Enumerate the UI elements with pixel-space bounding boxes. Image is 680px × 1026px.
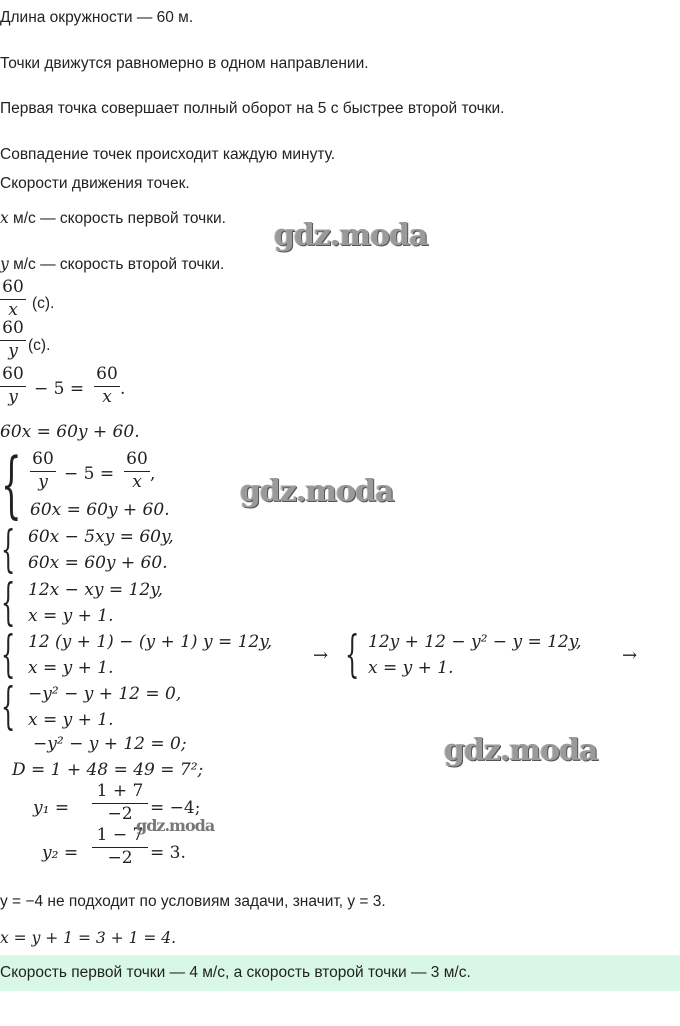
text-line-meeting: Совпадение точек происходит каждую минуту. (0, 146, 336, 163)
discriminant: D = 1 + 48 = 49 = 7²; (12, 760, 204, 780)
fraction-denominator: y (8, 341, 18, 361)
var-x: x (0, 209, 9, 227)
fraction-denominator: y (8, 387, 18, 407)
var-y: y (0, 255, 9, 273)
eq1-period: . (120, 379, 126, 399)
fraction-denominator: x (132, 472, 142, 492)
system5-line1: 12y + 12 − y² − y = 12y, (368, 632, 582, 652)
fraction-denominator: y (38, 472, 48, 492)
fraction-numerator: 60 (96, 364, 118, 384)
arrow-right-icon: → (313, 645, 329, 666)
system6-line1: −y² − y + 12 = 0, (28, 684, 182, 704)
eq1-left-fraction (0, 365, 26, 407)
unit-seconds-2: (с). (28, 337, 51, 354)
watermark-logo: gdz.moda (274, 218, 428, 253)
fraction-numerator: 1 + 7 (96, 781, 144, 801)
system6-line2: x = y + 1. (28, 710, 114, 730)
fraction-numerator: 1 − 7 (96, 825, 144, 845)
system-brace-6: { (1, 677, 16, 735)
text-line-circumference: Длина окружности — 60 м. (0, 9, 194, 26)
fraction-denominator: x (102, 387, 112, 407)
x-speed-label: м/с — скорость первой точки. (8, 210, 226, 227)
eq2: 60x = 60y + 60. (0, 422, 140, 442)
system2-line1: 60x − 5xy = 60y, (28, 527, 174, 547)
root-y1-lhs: y₁ = (33, 798, 70, 818)
system-brace-1: { (1, 442, 22, 526)
fraction-numerator: 60 (2, 277, 24, 297)
system-brace-4: { (1, 625, 16, 683)
system1-comma: , (150, 464, 156, 484)
watermark-logo: gdz.moda (240, 474, 394, 509)
fraction-60-over-y (0, 319, 26, 361)
system4-line2: x = y + 1. (28, 658, 114, 678)
system-brace-5: { (345, 625, 360, 683)
text-line-condition: Первая точка совершает полный оборот на 5 с быстрее второй точки. (0, 100, 505, 117)
system1-line2: 60x = 60y + 60. (30, 500, 170, 520)
system1-right-fraction (124, 450, 150, 492)
system-brace-3: { (1, 573, 16, 631)
system3-line1: 12x − xy = 12y, (28, 580, 163, 600)
system3-line2: x = y + 1. (28, 606, 114, 626)
unit-seconds-1: (с). (32, 295, 55, 312)
system-brace-2: { (1, 520, 16, 578)
text-line-motion: Точки движутся равномерно в одном направлении. (0, 55, 369, 72)
fraction-numerator: 60 (32, 449, 54, 469)
text-line-speeds: Скорости движения точек. (0, 175, 190, 192)
root-y2-rhs: = 3. (150, 843, 186, 863)
root-y2-lhs: y₂ = (42, 843, 79, 863)
system1-left-fraction (30, 450, 56, 492)
root-y1-rhs: = −4; (150, 798, 201, 818)
fraction-denominator: −2 (107, 804, 133, 824)
result-y-line: y = −4 не подходит по условиям задачи, значит, y = 3. (0, 893, 386, 910)
fraction-denominator: x (8, 300, 18, 320)
text-line-x-speed (0, 208, 226, 229)
fraction-denominator: −2 (107, 848, 133, 868)
answer-highlight: Скорость первой точки — 4 м/с, а скорость второй точки — 3 м/с. (0, 955, 680, 991)
quadratic-equation: −y² − y + 12 = 0; (33, 734, 187, 754)
arrow-right-icon: → (622, 645, 638, 666)
system2-line2: 60x = 60y + 60. (28, 553, 168, 573)
system4-line1: 12 (y + 1) − (y + 1) y = 12y, (28, 632, 273, 652)
eq1-middle: − 5 = (34, 379, 85, 399)
eq1-right-fraction (94, 365, 120, 407)
watermark-logo: gdz.moda (444, 733, 598, 768)
fraction-numerator: 60 (2, 364, 24, 384)
system5-line2: x = y + 1. (368, 658, 454, 678)
text-line-y-speed (0, 254, 224, 275)
fraction-60-over-x (0, 278, 26, 320)
y-speed-label: м/с — скорость второй точки. (8, 256, 225, 273)
fraction-numerator: 60 (2, 318, 24, 338)
result-x-line: x = y + 1 = 3 + 1 = 4. (0, 929, 177, 947)
fraction-numerator: 60 (126, 449, 148, 469)
system1-middle: − 5 = (64, 464, 115, 484)
watermark-logo: gdz.moda (136, 816, 215, 835)
